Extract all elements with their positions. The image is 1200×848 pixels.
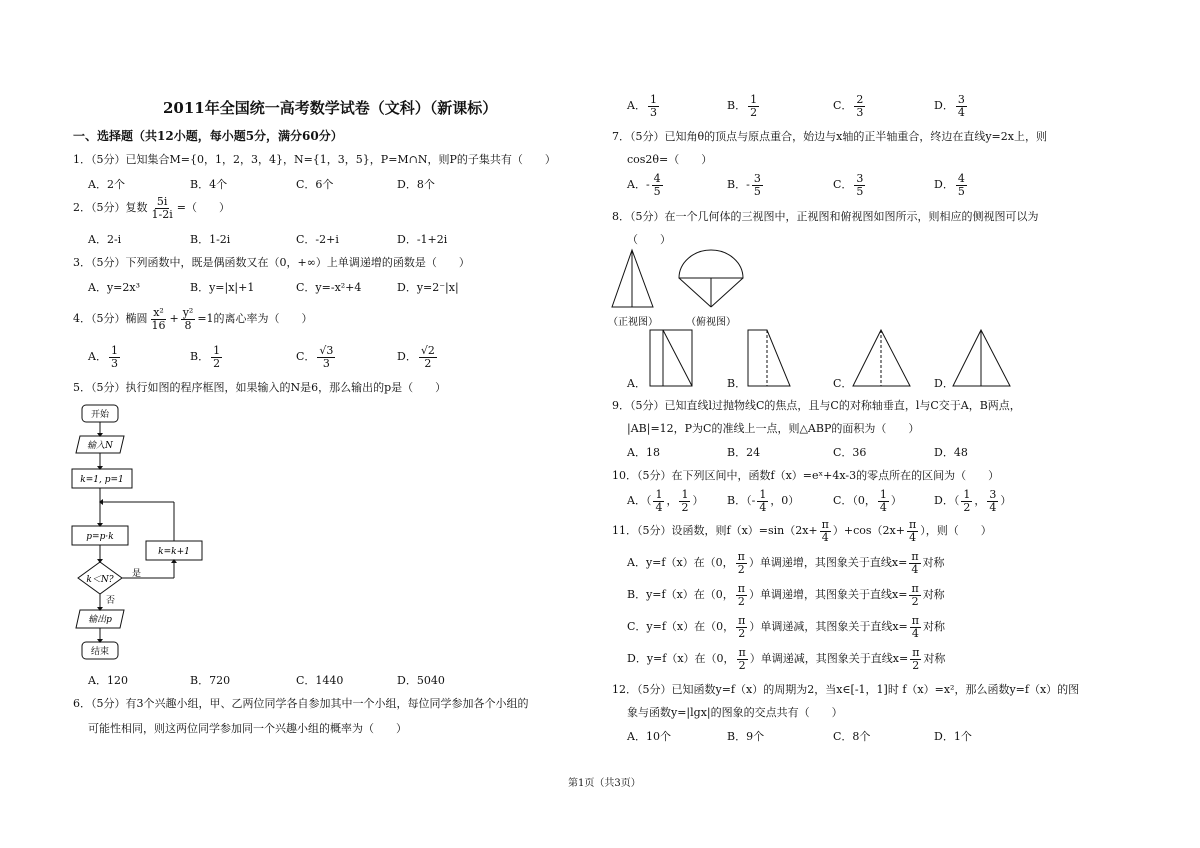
q6a-label: A．	[627, 99, 646, 113]
q4-f2n: y²	[182, 306, 194, 319]
q11b-a: B．y=f（x）在（0，	[627, 588, 734, 602]
top-view-semicircle	[679, 250, 743, 278]
q10-option-d[interactable]: D．（ $\frac{1}{2}$ ， $\frac{3}{4}$ ）	[934, 488, 1012, 514]
q10c-r: ）	[890, 494, 902, 508]
q12-option-d[interactable]: D．1个	[934, 730, 972, 743]
q11-pre: 11．（5分）设函数，则f（x）=sin（2x+	[612, 524, 818, 538]
q2-num: 5i	[156, 195, 168, 208]
q4a-n: 1	[110, 344, 118, 357]
q11d-b: ）单调递减，其图象关于直线x=	[749, 652, 909, 666]
section-heading: 一、选择题（共12小题，每小题5分，满分60分）	[73, 129, 343, 143]
q11-four1: 4	[821, 530, 829, 544]
q4d-d: 2	[424, 356, 432, 370]
question-8-line1: 8．（5分）在一个几何体的三视图中，正视图和俯视图如图所示，则相应的侧视图可以为	[612, 210, 1039, 223]
q6-option-d[interactable]	[934, 94, 969, 118]
flow-end-text: 结束	[90, 647, 110, 657]
q11-option-d[interactable]	[627, 647, 945, 671]
flow-init-text: k=1, p=1	[80, 475, 124, 485]
q10c-an: 1	[879, 488, 887, 501]
q11c-c: 对称	[923, 620, 946, 634]
q11d-c: 对称	[923, 652, 946, 666]
question-11	[612, 519, 992, 543]
q10a-ad: 4	[655, 500, 663, 514]
q11c-pi1: π	[738, 614, 746, 627]
q8-option-c[interactable]: C．	[833, 377, 853, 390]
q8-figure-c	[850, 328, 915, 388]
q3-option-b[interactable]: B．y=|x|+1	[190, 281, 255, 294]
q11-option-a[interactable]	[627, 551, 945, 575]
q10b-ad: 4	[759, 500, 767, 514]
q10d-ad: 2	[963, 500, 971, 514]
q7c-n: 3	[856, 172, 864, 185]
q6c-label: C．	[833, 99, 853, 113]
q10b-an: 1	[759, 488, 767, 501]
q9-option-b[interactable]: B．24	[727, 446, 761, 459]
q6-option-c[interactable]	[833, 94, 867, 118]
question-4	[73, 307, 313, 331]
q7c-label: C．	[833, 178, 853, 192]
q4-option-a[interactable]	[88, 345, 122, 369]
q9-option-d[interactable]: D．48	[934, 446, 968, 459]
q11-post: ），则（ ）	[920, 524, 992, 538]
q11b-b: ）单调递增，其图象关于直线x=	[749, 588, 908, 602]
question-8-line2: （ ）	[627, 233, 671, 246]
q11c-b: ）单调递减，其图象关于直线x=	[749, 620, 908, 634]
q12-option-b[interactable]: B．9个	[727, 730, 765, 743]
question-9-line1: 9．（5分）已知直线l过抛物线C的焦点，且与C的对称轴垂直，l与C交于A，B两点，	[612, 399, 1021, 412]
q11b-dn: 2	[911, 594, 919, 608]
q10c-l: C．（0，	[833, 494, 876, 508]
q4a-d: 3	[110, 356, 118, 370]
q11-four2: 4	[909, 530, 917, 544]
q2-option-d[interactable]: D．-1+2i	[397, 233, 448, 246]
q7d-d: 5	[957, 184, 965, 198]
q4c-label: C．	[296, 350, 316, 364]
q4a-label: A．	[88, 350, 107, 364]
q7b-n: 3	[753, 172, 761, 185]
q6c-d: 3	[856, 105, 864, 119]
q3-option-a[interactable]: A．y=2x³	[88, 281, 140, 294]
q4-f1d: 16	[151, 318, 166, 332]
q12-option-a[interactable]: A．10个	[627, 730, 671, 743]
q10a-l: A．（	[627, 494, 652, 508]
question-1: 1．（5分）已知集合M={0，1，2，3，4}，N={1，3，5}，P=M∩N，则P的子集共有（ ）	[73, 153, 556, 166]
q7b-label: B．-	[727, 178, 750, 192]
q2-option-b[interactable]: B．1-2i	[190, 233, 231, 246]
q10d-bd: 4	[989, 500, 997, 514]
flow-output-text: 输出p	[88, 615, 112, 625]
q5-option-a[interactable]: A．120	[88, 674, 128, 687]
q10b-l: B．（-	[727, 494, 756, 508]
q6a-d: 3	[649, 105, 657, 119]
q3-option-d[interactable]: D．y=2⁻|x|	[397, 281, 459, 294]
q11-pi1: π	[821, 518, 829, 531]
q11a-b: ）单调递增，其图象关于直线x=	[748, 556, 908, 570]
question-6-line2: 可能性相同，则这两位同学参加同一个兴趣小组的概率为（ ）	[88, 722, 407, 735]
flow-cond-text: k＜N?	[86, 575, 114, 585]
q12-option-c[interactable]: C．8个	[833, 730, 871, 743]
q11a-a: A．y=f（x）在（0，	[627, 556, 734, 570]
q2-post: =（ ）	[176, 201, 230, 215]
q11c-pi2: π	[911, 614, 920, 627]
q4-option-b[interactable]	[190, 345, 224, 369]
q11b-c: 对称	[922, 588, 945, 602]
q4c-d: 3	[322, 356, 330, 370]
q11c-d1: 2	[738, 626, 746, 640]
q10-option-c[interactable]	[833, 489, 902, 513]
q7d-n: 4	[957, 172, 965, 185]
flow-calc-text: p=p·k	[86, 532, 114, 542]
q11a-d1: 2	[737, 562, 745, 576]
q4-pre: 4．（5分）椭圆	[73, 312, 148, 326]
q11d-dn: 2	[912, 658, 920, 672]
flow-yes-text: 是	[132, 569, 142, 579]
q9-option-a[interactable]: A．18	[627, 446, 660, 459]
q7-option-a[interactable]	[627, 173, 665, 197]
q8-option-a[interactable]: A．	[627, 377, 646, 390]
q11a-dn: 4	[911, 562, 919, 576]
q6b-label: B．	[727, 99, 747, 113]
q1-option-a[interactable]: A．2个	[88, 178, 125, 191]
q10b-r: ，0）	[770, 494, 800, 508]
q10d-l: D．（	[934, 494, 960, 508]
q8-option-d[interactable]: D．	[934, 377, 954, 390]
q11a-pi2: π	[911, 550, 919, 563]
flow-no-text: 否	[106, 596, 116, 606]
q3-option-c[interactable]: C．y=-x²+4	[296, 281, 362, 294]
q6d-n: 3	[957, 93, 965, 106]
q6d-label: D．	[934, 99, 954, 113]
flow-inc-text: k=k+1	[158, 547, 190, 557]
q5-option-d[interactable]: D．5040	[397, 674, 445, 687]
q4d-n: √2	[420, 344, 435, 357]
q11-option-c[interactable]	[627, 615, 945, 639]
flow-input-text: 输入N	[87, 441, 113, 451]
q5-option-c[interactable]: C．1440	[296, 674, 344, 687]
q10c-ad: 4	[879, 500, 887, 514]
q4b-label: B．	[190, 350, 210, 364]
q7-option-b[interactable]	[727, 173, 765, 197]
q7c-d: 5	[856, 184, 864, 198]
q1-option-d[interactable]: D．8个	[397, 178, 435, 191]
page-title: 2011年全国统一高考数学试卷（文科）（新课标）	[163, 99, 498, 117]
q6d-d: 4	[957, 105, 965, 119]
question-10: 10．（5分）在下列区间中，函数f（x）=eˣ+4x-3的零点所在的区间为（ ）	[612, 469, 1000, 482]
q4d-label: D．	[397, 350, 417, 364]
q10a-bd: 2	[681, 500, 689, 514]
q7a-n: 4	[653, 172, 661, 185]
q11-option-b[interactable]	[627, 583, 945, 607]
q11d-a: D．y=f（x）在（0，	[627, 652, 735, 666]
q2-option-a[interactable]: A．2-i	[88, 233, 122, 246]
flow-start-text: 开始	[90, 410, 110, 420]
q10d-an: 1	[963, 488, 971, 501]
q6-option-a[interactable]	[627, 94, 661, 118]
q11b-pi1: π	[737, 582, 746, 595]
q4c-n: √3	[319, 344, 334, 357]
page-footer: 第1页（共3页）	[568, 778, 641, 789]
q4b-n: 1	[213, 344, 221, 357]
three-view-figure	[605, 245, 755, 330]
q11c-a: C．y=f（x）在（0，	[627, 620, 735, 634]
q6b-d: 2	[750, 105, 758, 119]
q10-option-a[interactable]: A．（ $\frac{1}{4}$ ， $\frac{1}{2}$ ）	[627, 488, 704, 514]
question-7-line1: 7．（5分）已知角θ的顶点与原点重合，始边与x轴的正半轴重合，终边在直线y=2x上，则	[612, 130, 1047, 143]
q11-mid: ）+cos（2x+	[832, 524, 905, 538]
q8-option-b[interactable]: B．	[727, 377, 747, 390]
q11c-dn: 4	[911, 626, 919, 640]
question-5: 5．（5分）执行如图的程序框图，如果输入的N是6，那么输出的p是（ ）	[73, 381, 447, 394]
q11d-pi2: π	[912, 646, 920, 659]
q7d-label: D．	[934, 178, 954, 192]
q4-f1n: x²	[153, 306, 164, 319]
q4b-d: 2	[213, 356, 221, 370]
question-9-line2: |AB|=12，P为C的准线上一点，则△ABP的面积为（ ）	[627, 422, 920, 435]
q6c-n: 2	[856, 93, 864, 106]
top-view-label: （俯视图）	[686, 317, 736, 328]
q4-plus: +	[169, 312, 179, 326]
q6b-n: 1	[750, 93, 758, 106]
q8-figure-d	[950, 328, 1015, 388]
q2-pre: 2．（5分）复数	[73, 201, 148, 215]
q11-pi2: π	[908, 518, 917, 531]
q6a-n: 1	[649, 93, 657, 106]
q10a-an: 1	[655, 488, 663, 501]
question-7-line2: cos2θ=（ ）	[627, 153, 713, 166]
q6-option-b[interactable]	[727, 94, 761, 118]
q8-figure-b	[743, 328, 798, 388]
q7a-d: 5	[653, 184, 661, 198]
flowchart-diagram	[66, 400, 216, 665]
q4-option-d[interactable]	[397, 345, 439, 369]
question-6-line1: 6．（5分）有3个兴趣小组，甲、乙两位同学各自参加其中一个小组，每位同学参加各个小组的	[73, 697, 529, 710]
q9-option-c[interactable]: C．36	[833, 446, 867, 459]
q7b-d: 5	[753, 184, 761, 198]
q11a-c: 对称	[922, 556, 945, 570]
q11b-pi2: π	[911, 582, 919, 595]
q10-option-b[interactable]	[727, 489, 799, 513]
q11b-d1: 2	[737, 594, 745, 608]
q7-option-d[interactable]	[934, 173, 969, 197]
q2-den: 1-2i	[151, 207, 173, 221]
q4-post: =1的离心率为（ ）	[197, 312, 313, 326]
question-3: 3．（5分）下列函数中，既是偶函数又在（0，+∞）上单调递增的函数是（ ）	[73, 256, 470, 269]
q10a-r: ）	[692, 494, 704, 508]
q4-f2d: 8	[184, 318, 192, 332]
q10a-bn: 1	[681, 488, 689, 501]
q11d-d1: 2	[738, 658, 746, 672]
front-view-label: （正视图）	[608, 317, 658, 328]
question-12-line2: 象与函数y=|lgx|的图象的交点共有（ ）	[627, 706, 843, 719]
q5-option-b[interactable]: B．720	[190, 674, 231, 687]
q4-option-c[interactable]	[296, 345, 337, 369]
q1-option-b[interactable]: B．4个	[190, 178, 228, 191]
q11d-pi1: π	[738, 646, 746, 659]
q11a-pi1: π	[737, 550, 745, 563]
question-12-line1: 12．（5分）已知函数y=f（x）的周期为2，当x∈[-1，1]时 f（x）=x²，那么函数y=f（x）的图	[612, 683, 1080, 696]
q7-option-c[interactable]	[833, 173, 867, 197]
q7a-label: A．-	[627, 178, 650, 192]
q2-option-c[interactable]: C．-2+i	[296, 233, 339, 246]
q1-option-c[interactable]: C．6个	[296, 178, 334, 191]
q10d-r: ）	[1000, 494, 1012, 508]
q10d-bn: 3	[989, 488, 997, 501]
question-2	[73, 196, 230, 220]
q8-figure-a	[645, 328, 700, 388]
